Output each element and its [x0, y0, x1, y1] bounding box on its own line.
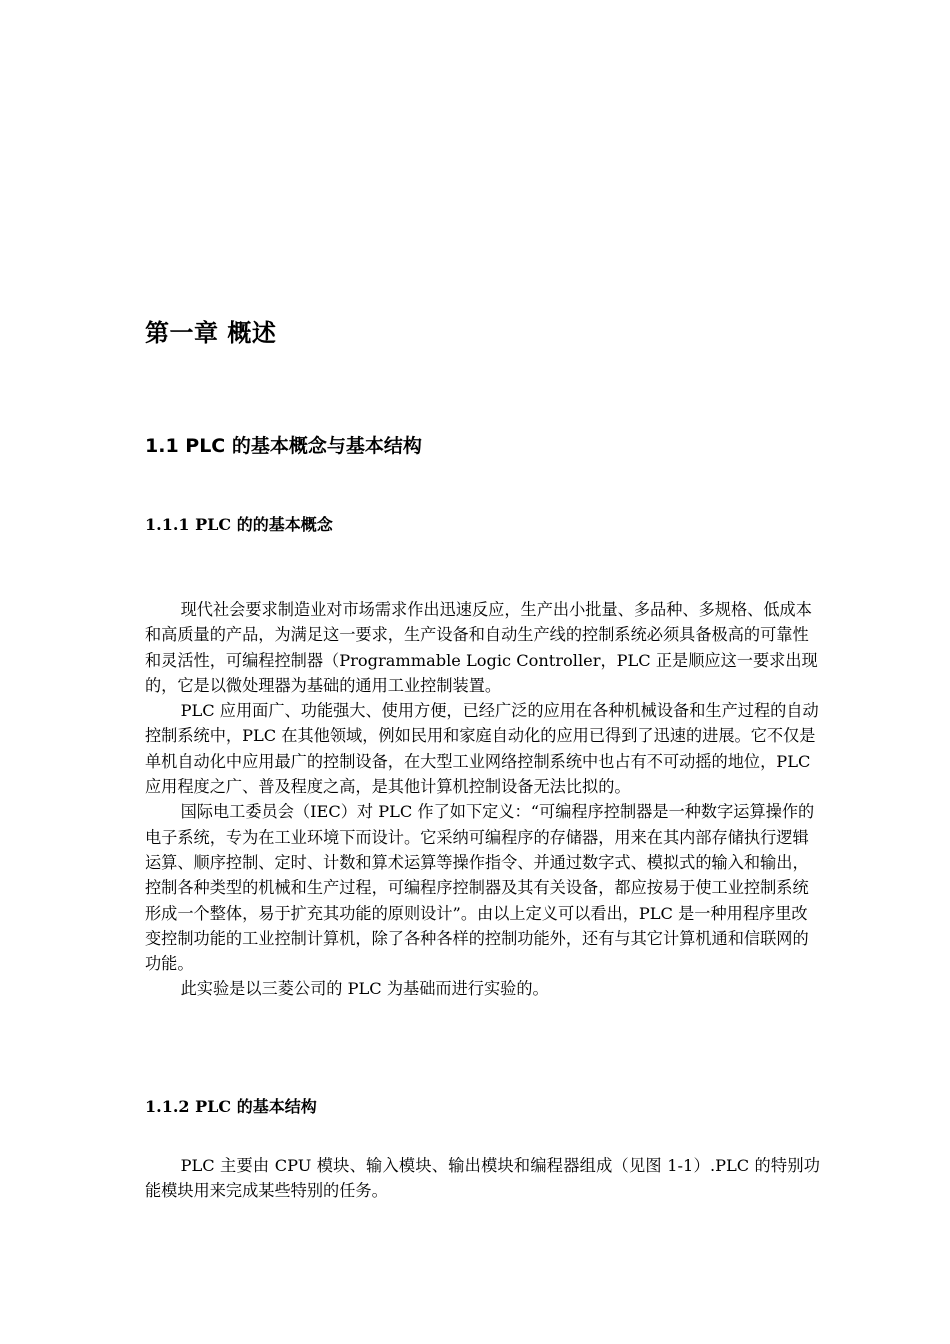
basic-structure-body	[145, 1153, 820, 1204]
paragraph: 国际电工委员会（IEC）对 PLC 作了如下定义：“可编程序控制器是一种数字运算操作的电子系统，专为在工业环境下而设计。它采纳可编程序的存储器，用来在其内部存储执行逻辑运算、顺序控制、定时、计数和算术运算等操作指令、并通过数字式、模拟式的输入和输出，控制各种类型的机械和生产过程，可编程序控制器及其有关设备，都应按易于使工业控制系统形成一个整体，易于扩充其功能的原则设计”。由以上定义可以看出，PLC 是一种用程序里改变控制功能的工业控制计算机，除了各种各样的控制功能外，还有与其它计算机通和信联网的功能。	[145, 802, 815, 974]
paragraph: 现代社会要求制造业对市场需求作出迅速反应，生产出小批量、多品种、多规格、低成本和高质量的产品，为满足这一要求，生产设备和自动生产线的控制系统必须具备极高的可靠性和灵活性，可编程控制器（Programmable Logic Controller，PLC 正是顺应这一要求出现的，它是以微处理器为基础的通用工业控制装置。	[145, 600, 818, 695]
paragraph: PLC 主要由 CPU 模块、输入模块、输出模块和编程器组成（见图 1-1）.PLC 的特别功能模块用来完成某些特别的任务。	[145, 1156, 820, 1201]
subsection-title-basic-concept: 1.1.1 PLC 的的基本概念	[145, 515, 333, 534]
section-title: 1.1 PLC 的基本概念与基本结构	[145, 435, 422, 457]
subsection-title-basic-structure: 1.1.2 PLC 的基本结构	[145, 1097, 317, 1116]
basic-concept-body	[145, 597, 820, 1002]
paragraph: PLC 应用面广、功能强大、使用方便，已经广泛的应用在各种机械设备和生产过程的自动控制系统中，PLC 在其他领域，例如民用和家庭自动化的应用已得到了迅速的进展。它不仅是单机自动化中应用最广的控制设备，在大型工业网络控制系统中也占有不可动摇的地位，PLC 应用程度之广、普及程度之高，是其他计算机控制设备无法比拟的。	[145, 701, 819, 797]
chapter-title: 第一章 概述	[145, 319, 277, 347]
paragraph: 此实验是以三菱公司的 PLC 为基础而进行实验的。	[180, 979, 549, 999]
